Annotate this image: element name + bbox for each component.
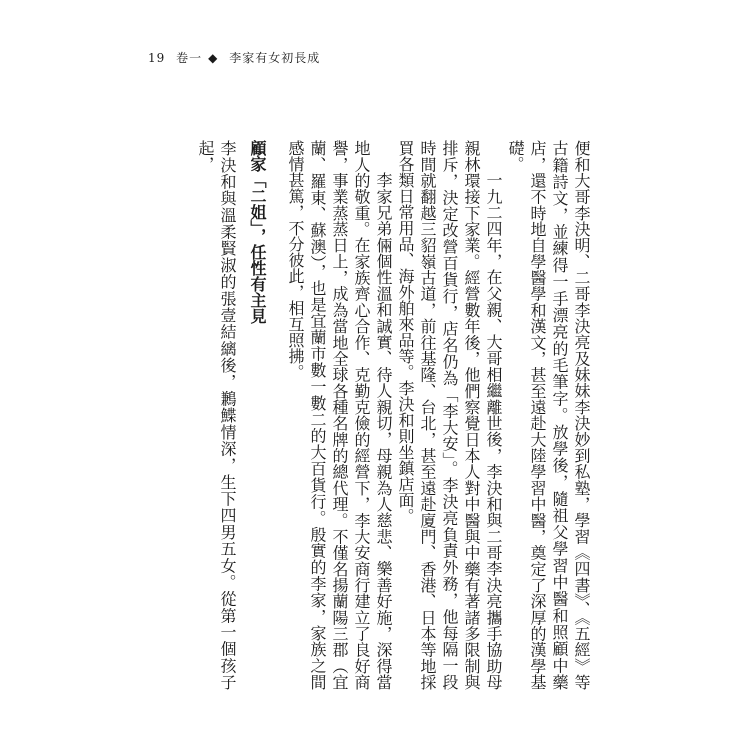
paragraph-1: 便和大哥李決明、二哥李決亮及妹妹李決妙到私塾，學習《四書》、《五經》等古籍詩文，並練得一手漂亮的毛筆字。放學後，隨祖父學習中醫和照顧中藥店，還不時地自學醫學和漢文，甚至遠赴大陸學習中醫，奠定了深厚的漢學基礎。: [506, 140, 591, 690]
chapter-label: 卷一: [176, 51, 203, 65]
section-heading: 顧家「二姐」，任性有主見: [248, 140, 267, 324]
vertical-text-body: [132, 140, 592, 690]
diamond-separator-icon: ◆: [208, 51, 219, 65]
chapter-title: 李家有女初長成: [229, 51, 321, 65]
section-paragraph: 李決和與溫柔賢淑的張壹結縭後，鶼鰈情深，生下四男五女。從第一個孩子起，: [196, 140, 237, 690]
page-number: 19: [148, 51, 166, 65]
running-header: [148, 49, 326, 66]
paragraph-3: 李家兄弟倆個性溫和誠實、待人親切，母親為人慈悲、樂善好施，深得當地人的敬重。在家族齊心合作、克勤克儉的經營下，李大安商行建立了良好商譽，事業蒸蒸日上，成為當地全球各種名牌的總代理。不僅名揚蘭陽三郡（宜蘭、羅東、蘇澳），也是宜蘭市數一數二的大百貨行。殷實的李家，家族之間感情甚篤，不分彼此，相互照拂。: [286, 140, 393, 690]
paragraph-2: 一九二四年，在父親、大哥相繼離世後，李決和與二哥李決亮攜手協助母親林環接下家業。經營數年後，他們察覺日本人對中醫與中藥有著諸多限制與排斥，決定改營百貨行，店名仍為「李大安」。李決亮負責外務，他每隔一段時間就翻越三貂嶺古道，前往基隆、台北，甚至遠赴廈門、香港、日本等地採買各類日常用品、海外舶來品等。李決和則坐鎮店面。: [396, 140, 503, 690]
